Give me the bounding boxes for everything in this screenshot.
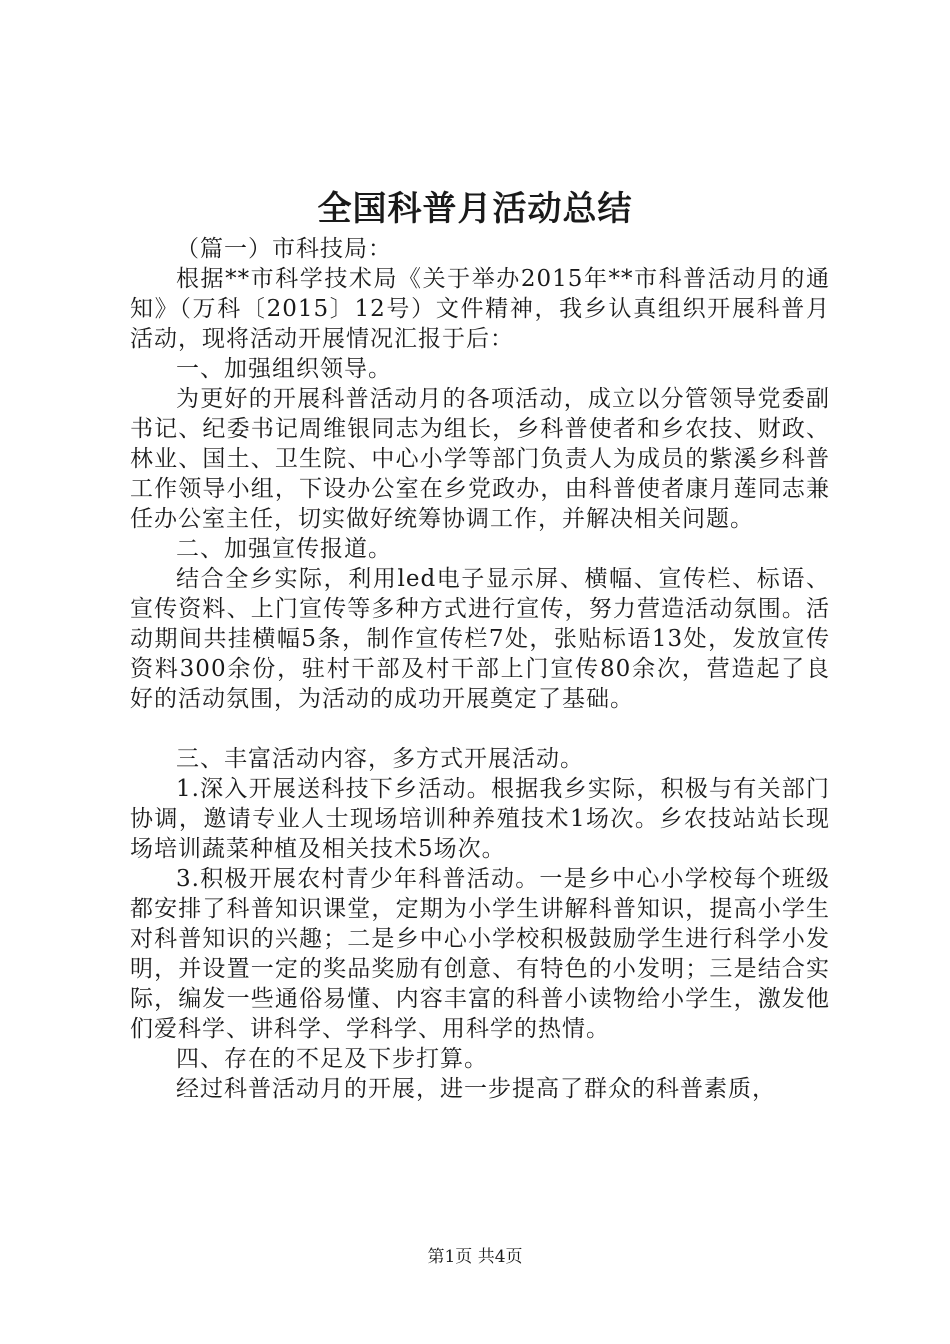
document-body: [130, 234, 830, 1104]
paragraph-publicity: 结合全乡实际，利用led电子显示屏、横幅、宣传栏、标语、宣传资料、上门宣传等多种方式进行宣传，努力营造活动氛围。活动期间共挂横幅5条，制作宣传栏7处，张贴标语13处，发放宣传资料300余份，驻村干部及村干部上门宣传80余次，营造起了良好的活动氛围，为活动的成功开展奠定了基础。: [130, 566, 830, 712]
paragraph-item-3: 3.积极开展农村青少年科普活动。一是乡中心小学校每个班级都安排了科普知识课堂，定期为小学生讲解科普知识，提高小学生对科普知识的兴趣；二是乡中心小学校积极鼓励学生进行科学小发明，并设置一定的奖品奖励有创意、有特色的小发明；三是结合实际，编发一些通俗易懂、内容丰富的科普小读物给小学生，激发他们爱科学、讲科学、学科学、用科学的热情。: [130, 866, 830, 1042]
section-heading-2: 二、加强宣传报道。: [176, 536, 392, 562]
section-heading-3: 三、丰富活动内容，多方式开展活动。: [176, 746, 584, 772]
paragraph-organization: 为更好的开展科普活动月的各项活动，成立以分管领导党委副书记、纪委书记周维银同志为组长，乡科普使者和乡农技、财政、林业、国土、卫生院、中心小学等部门负责人为成员的紫溪乡科普工作领导小组，下设办公室在乡党政办，由科普使者康月莲同志兼任办公室主任，切实做好统筹协调工作，并解决相关问题。: [130, 386, 830, 532]
document-title: 全国科普月活动总结: [317, 189, 633, 229]
page-number-footer: 第1页 共4页: [427, 1247, 523, 1267]
paragraph-item-1: 1.深入开展送科技下乡活动。根据我乡实际，积极与有关部门协调，邀请专业人士现场培训种养殖技术1场次。乡农技站站长现场培训蔬菜种植及相关技术5场次。: [130, 776, 830, 862]
paragraph-recipient: （篇一）市科技局：: [176, 236, 392, 262]
paragraph-intro: 根据**市科学技术局《关于举办2015年**市科普活动月的通知》（万科〔2015〕12号）文件精神，我乡认真组织开展科普月活动，现将活动开展情况汇报于后：: [130, 266, 830, 352]
section-heading-4: 四、存在的不足及下步打算。: [176, 1046, 488, 1072]
section-heading-1: 一、加强组织领导。: [176, 356, 392, 382]
paragraph-conclusion: 经过科普活动月的开展，进一步提高了群众的科普素质，: [176, 1076, 776, 1102]
